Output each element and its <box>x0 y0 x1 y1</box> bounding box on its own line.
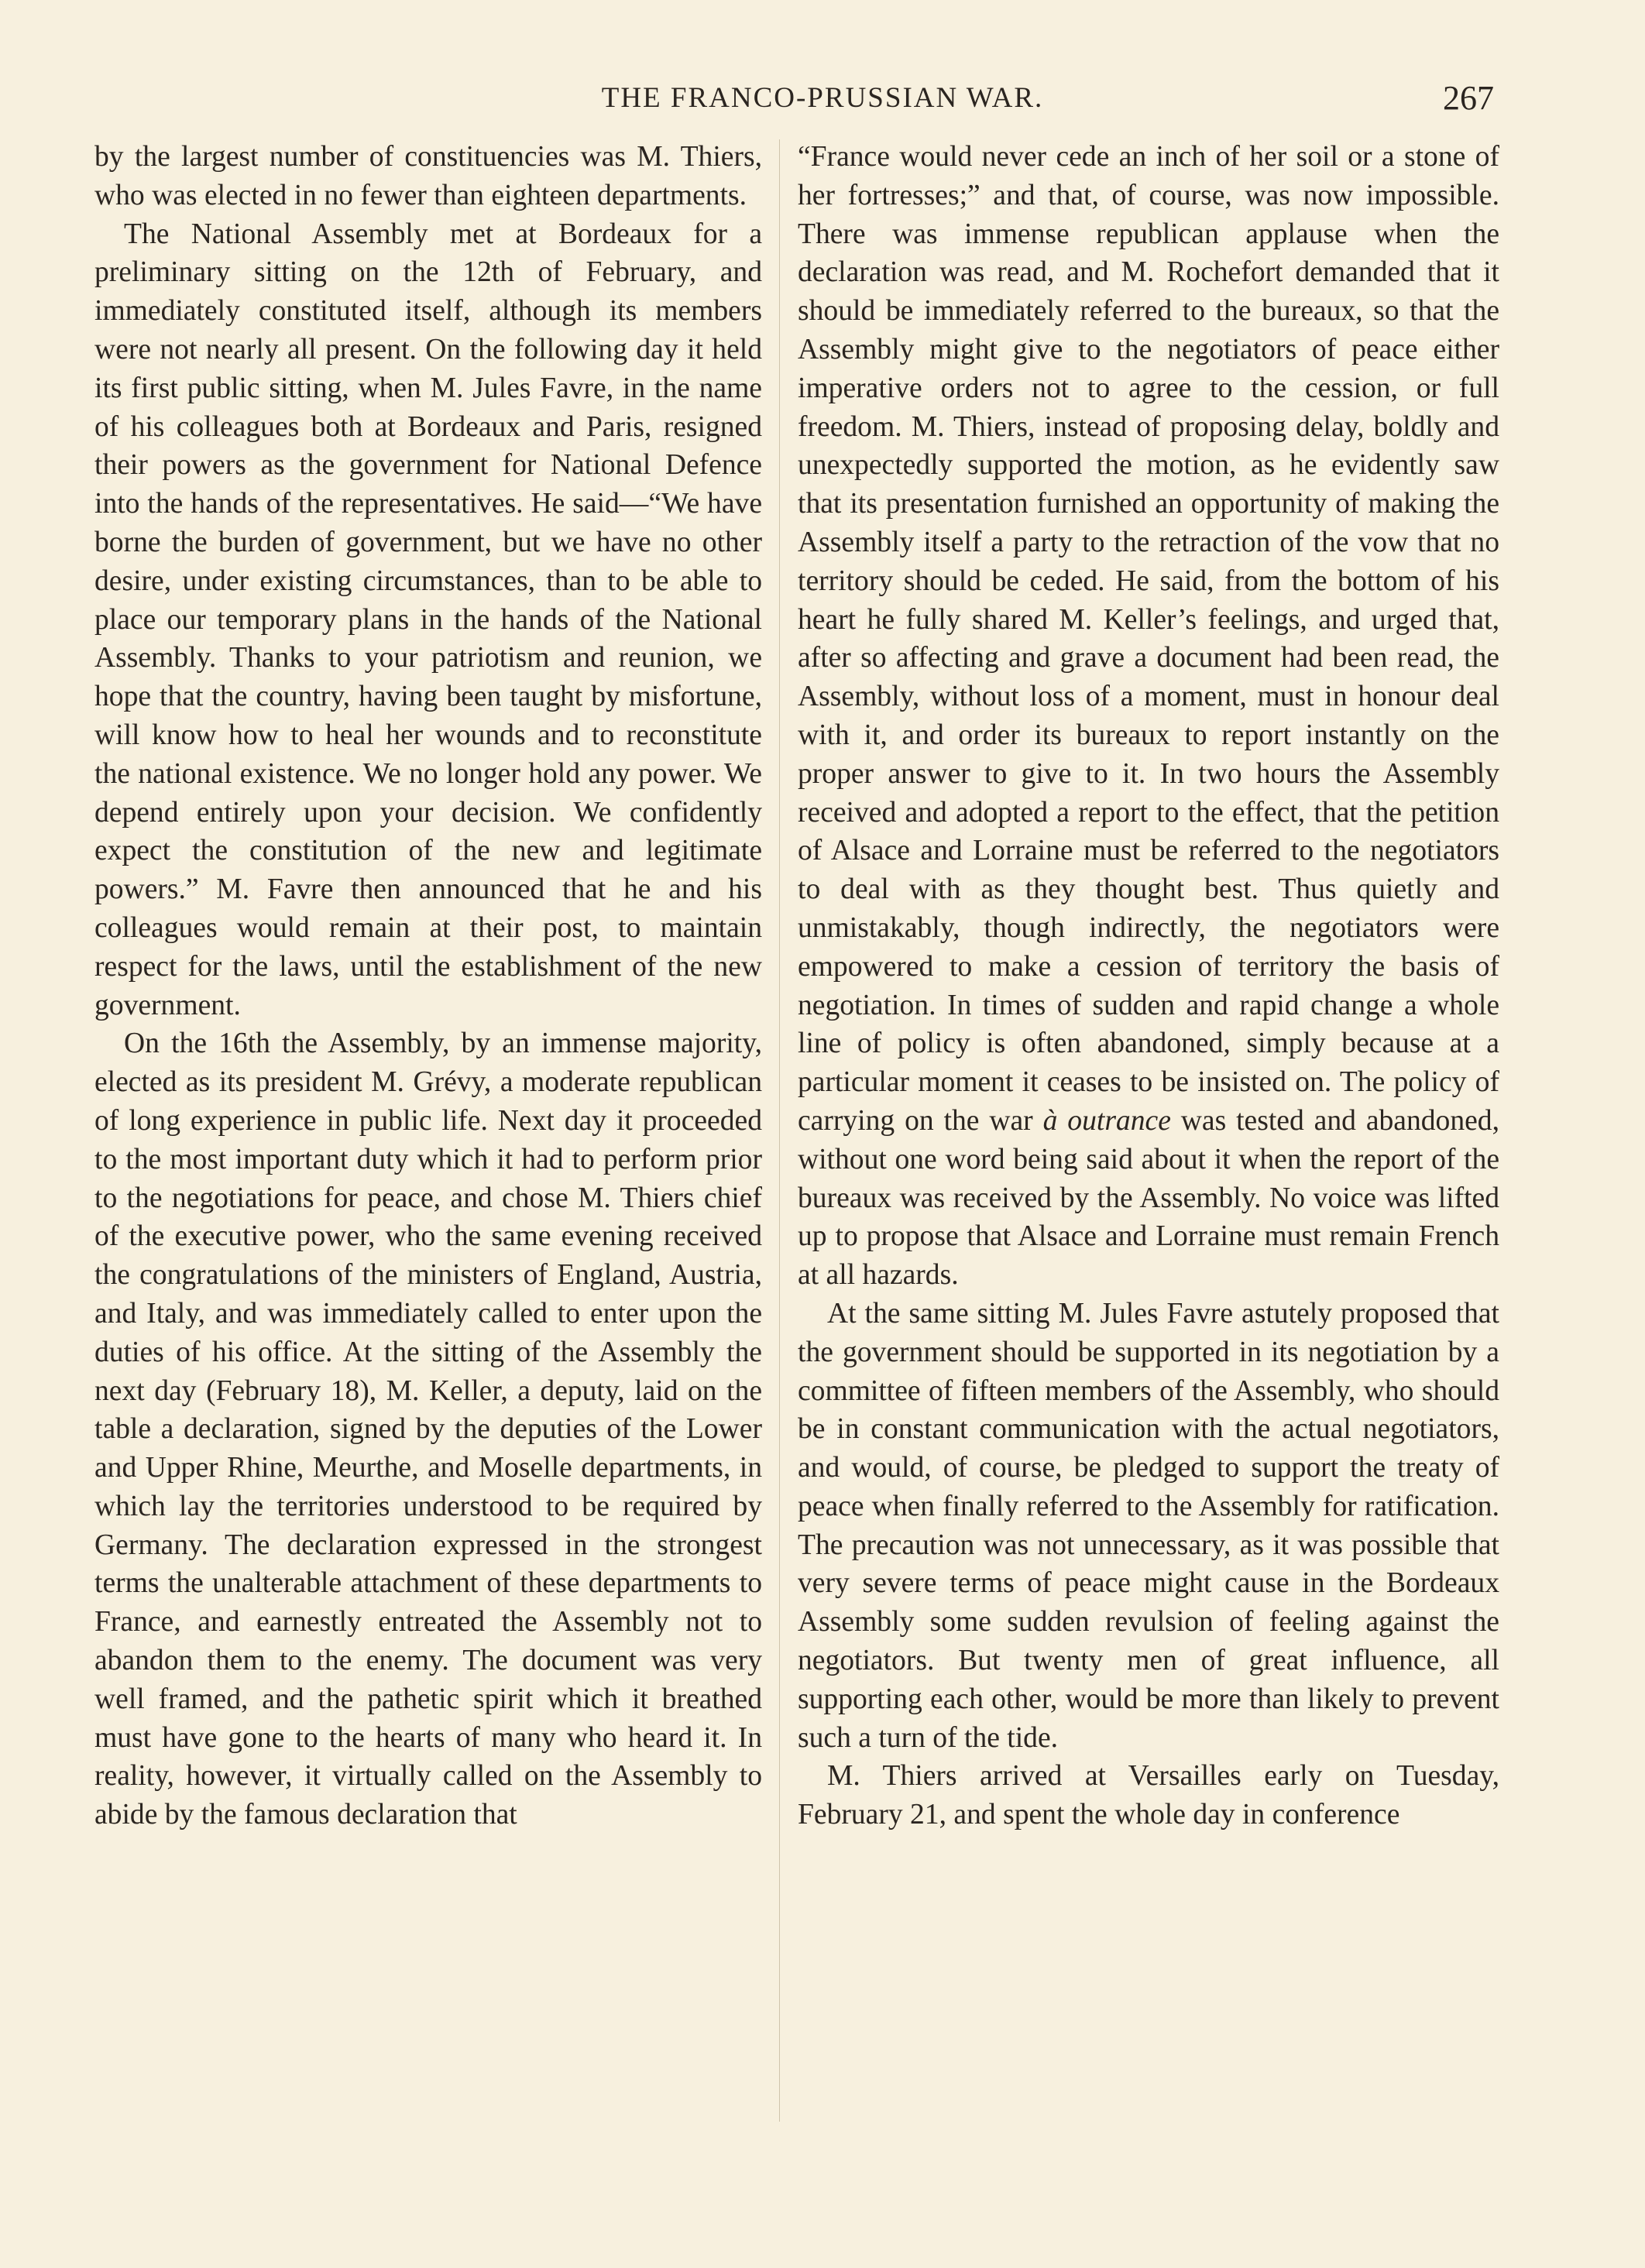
left-column <box>94 138 762 2120</box>
paragraph: At the same sitting M. Jules Favre astutely proposed that the government should be supported in its negotiation by a committee of fifteen members of the Assembly, who should be in constant communication with the actual negotiators, and would, of course, be pledged to support the treaty of peace when finally referred to the Assembly for ratification. The precaution was not unnecessary, as it was possible that very severe terms of peace might cause in the Bordeaux Assembly some sudden revulsion of feeling against the negotiators. But twenty men of great influence, all supporting each other, would be more than likely to prevent such a turn of the tide. <box>798 1297 1499 1754</box>
page-header <box>0 81 1645 128</box>
column-divider <box>779 139 780 2122</box>
page-number: 267 <box>1443 79 1494 117</box>
paragraph: M. Thiers arrived at Versailles early on Tuesday, February 21, and spent the whole day in conference <box>798 1760 1499 1831</box>
paragraph-text: “France would never cede an inch of her soil or a stone of her fortresses;” and that, of course, was now impossible. There was immense republican applause when the declaration was read, and M. Rochefort demanded that it should be immediately referred to the bureaux, so that the Assembly might give to the negotiators of peace either imperative orders not to agree to the cession, or full freedom. M. Thiers, instead of proposing delay, boldly and unexpectedly supported the motion, as he evidently saw that its presentation furnished an opportunity of making the Assembly itself a party to the retraction of the vow that no territory should be ceded. He said, from the bottom of his heart he fully shared M. Keller’s feelings, and urged that, after so affecting and grave a document had been read, the Assembly, without loss of a moment, must in honour deal with it, and order its bureaux to report instantly on the proper answer to give to it. In two hours the Assembly received and adopted a report to the effect, that the petition of Alsace and Lorraine must be referred to the negotiators to deal with as they thought best. Thus quietly and unmistakably, though indirectly, the negotiators were empowered to make a cession of territory the basis of negotiation. In times of sudden and rapid change a whole line of policy is often abandoned, simply because at a particular moment it ceases to be insisted on. The policy of carrying on the war <box>798 141 1499 1137</box>
running-title: THE FRANCO-PRUSSIAN WAR. <box>601 82 1044 114</box>
paragraph: by the largest number of constituencies was M. Thiers, who was elected in no fewer than eighteen departments. <box>94 141 762 211</box>
paragraph <box>798 138 1499 1295</box>
paragraph-text: was tested and abandoned, without one word being said about it when the report of the bureaux was received by the Assembly. No voice was lifted up to propose that Alsace and Lorraine must remain French at all hazards. <box>798 1104 1499 1292</box>
italic-phrase: à outrance <box>1042 1104 1171 1137</box>
paragraph: The National Assembly met at Bordeaux for a preliminary sitting on the 12th of February, and immediately constituted itself, although its members were not nearly all present. On the following day it held its first public sitting, when M. Jules Favre, in the name of his colleagues both at Bordeaux and Paris, resigned their powers as the government for National Defence into the hands of the representatives. He said—“We have borne the burden of government, but we have no other desire, under existing circumstances, than to be able to place our temporary plans in the hands of the National Assembly. Thanks to your patriotism and reunion, we hope that the country, having been taught by misfortune, will know how to heal her wounds and to reconstitute the national existence. We no longer hold any power. We depend entirely upon your decision. We confidently expect the constitution of the new and legitimate powers.” M. Favre then announced that he and his colleagues would remain at their post, to maintain respect for the laws, until the establishment of the new government. <box>94 218 762 1021</box>
right-column <box>798 138 1499 2120</box>
paragraph: On the 16th the Assembly, by an immense majority, elected as its president M. Grévy, a moderate republican of long experience in public life. Next day it proceeded to the most important duty which it had to perform prior to the negotiations for peace, and chose M. Thiers chief of the executive power, who the same evening received the congratulations of the ministers of England, Austria, and Italy, and was immediately called to enter upon the duties of his office. At the sitting of the Assembly the next day (February 18), M. Keller, a deputy, laid on the table a declaration, signed by the deputies of the Lower and Upper Rhine, Meurthe, and Moselle departments, in which lay the territories understood to be required by Germany. The declaration expressed in the strongest terms the unalterable attachment of these departments to France, and earnestly entreated the Assembly not to abandon them to the enemy. The document was very well framed, and the pathetic spirit which it breathed must have gone to the hearts of many who heard it. In reality, however, it virtually called on the Assembly to abide by the famous declaration that <box>94 1028 762 1831</box>
